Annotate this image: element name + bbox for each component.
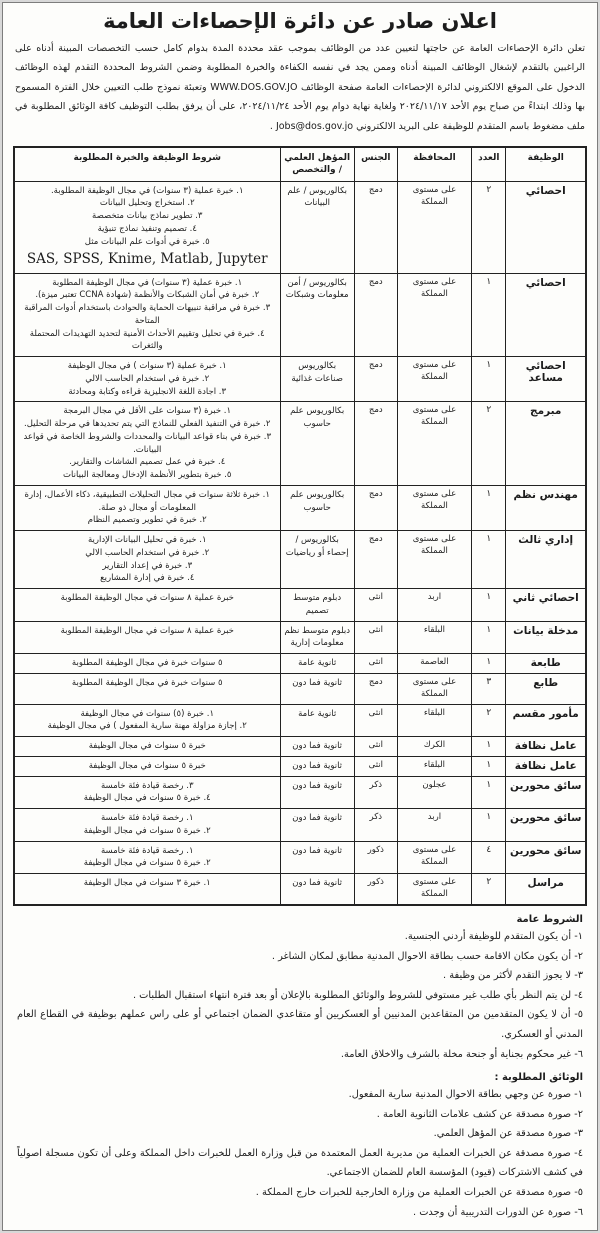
condition-line: ٤. تصميم وتنفيذ نماذج تنبؤية: [97, 223, 197, 234]
job-title-cell: احصائي ثاني: [506, 589, 586, 622]
col-header-count: العدد: [472, 147, 506, 181]
condition-line: ١. رخصة قيادة فئة خامسة: [100, 813, 194, 824]
job-qualification-cell: [280, 841, 354, 874]
condition-line: ٥. خبرة في أدوات علم البيانات مثل: [84, 236, 210, 247]
job-qualification-cell: [280, 704, 354, 737]
condition-line: ٢. إجازة مزاولة مهنة سارية المفعول ) في مجال الوظيفة: [47, 721, 247, 732]
condition-line: ٢. استخراج وتحليل البيانات: [99, 198, 195, 209]
general-condition-item: ٦- غير محكوم بجناية أو جنحة مخلة بالشرف والاخلاق العامة.: [340, 1048, 583, 1060]
job-governorate-cell: اربد: [397, 589, 471, 622]
job-gender-cell: انثى: [354, 621, 397, 654]
job-gender-cell: دمج: [354, 273, 397, 357]
condition-line: ٢. خبرة في استخدام الحاسب الالي: [85, 373, 210, 384]
job-gender-cell: انثى: [354, 756, 397, 776]
qualification-line: حاسوب: [303, 419, 331, 430]
job-conditions-cell: [14, 181, 280, 273]
condition-line: ٥ سنوات خبرة في مجال الوظيفة المطلوبة: [71, 677, 223, 688]
job-count-cell: ١: [472, 756, 506, 776]
job-gender-cell: دمج: [354, 531, 397, 589]
job-qualification-cell: [280, 402, 354, 486]
job-gender-cell: انثى: [354, 737, 397, 757]
job-row: [14, 756, 586, 776]
job-qualification-cell: [280, 181, 354, 273]
job-conditions-cell: [14, 485, 280, 530]
qualification-line: صناعات غذائية: [291, 373, 343, 384]
job-governorate-cell: على مستوى المملكة: [397, 531, 471, 589]
job-title-cell: سائق محورين: [506, 776, 586, 809]
qualification-line: معلومات إدارية: [290, 638, 344, 649]
col-header-gender: الجنس: [354, 147, 397, 181]
job-row: [14, 809, 586, 842]
required-document-item: ٢- صورة مصدقة عن كشف علامات الثانوية العامة .: [376, 1108, 583, 1120]
qualification-line: بكالوريوس: [298, 361, 337, 372]
job-row: [14, 654, 586, 674]
job-governorate-cell: على مستوى المملكة: [397, 273, 471, 357]
job-conditions-cell: [14, 654, 280, 674]
qualification-line: ثانوية فما دون: [292, 878, 343, 889]
qualification-line: معلومات وشبكات: [285, 290, 349, 301]
job-title-cell: عامل نظافة: [506, 756, 586, 776]
announcement-page: [2, 2, 598, 1231]
condition-line: ١. خبرة عملية (٣ سنوات) في مجال الوظيفة المطلوبة.: [50, 185, 244, 196]
job-row: [14, 621, 586, 654]
job-governorate-cell: على مستوى المملكة: [397, 357, 471, 402]
job-title-cell: مدخلة بيانات: [506, 621, 586, 654]
job-governorate-cell: الكرك: [397, 737, 471, 757]
condition-line: ٢. خبرة في استخدام الحاسب الالي: [85, 547, 210, 558]
condition-line: ١. خبرة ٣ سنوات في مجال الوظيفة: [83, 878, 211, 889]
condition-line: خبرة عملية ٨ سنوات في مجال الوظيفة المطلوبة: [60, 625, 234, 636]
condition-line: ٣. تطوير نماذج بيانات متخصصة: [92, 211, 203, 222]
qualification-line: تصميم: [305, 605, 329, 616]
job-count-cell: ١: [472, 809, 506, 842]
job-qualification-cell: [280, 737, 354, 757]
job-row: [14, 273, 586, 357]
job-title-cell: احصائي مساعد: [506, 357, 586, 402]
job-governorate-cell: على مستوى المملكة: [397, 673, 471, 704]
general-conditions-section: [17, 914, 583, 1064]
table-header-row: [14, 147, 586, 181]
job-qualification-cell: [280, 357, 354, 402]
job-conditions-cell: [14, 673, 280, 704]
general-condition-item: ٤- لن يتم النظر بأي طلب غير مستوفي للشروط والوثائق المطلوبة بالإعلان أو بعد فترة انتهاء استقبال الطلبات .: [132, 989, 583, 1001]
condition-line: ٥. خبرة بتطوير الأنظمة الإدخال ومعالجة البيانات: [63, 470, 232, 481]
job-title-cell: مهندس نظم: [506, 485, 586, 530]
job-title-cell: إداري ثالث: [506, 531, 586, 589]
job-conditions-cell: [14, 776, 280, 809]
job-conditions-cell: [14, 621, 280, 654]
job-gender-cell: دمج: [354, 402, 397, 486]
job-gender-cell: دمج: [354, 357, 397, 402]
condition-line: ١. خبرة (٣ سنوات على الأقل في مجال البرمجة: [63, 406, 232, 417]
job-row: [14, 181, 586, 273]
job-count-cell: ١: [472, 776, 506, 809]
qualification-line: إحصاء أو رياضيات: [285, 547, 349, 558]
qualification-line: ثانوية فما دون: [292, 780, 343, 791]
job-conditions-cell: [14, 874, 280, 905]
qualification-line: ثانوية فما دون: [292, 677, 343, 688]
job-count-cell: ٣: [472, 673, 506, 704]
job-gender-cell: ذكر: [354, 809, 397, 842]
job-count-cell: ١: [472, 737, 506, 757]
job-row: [14, 531, 586, 589]
condition-line: ١. خبرة في تحليل البيانات الإدارية: [87, 535, 207, 546]
condition-line: ٢. خبرة ٥ سنوات في مجال الوظيفة: [83, 858, 211, 869]
jobs-table-body: [14, 181, 586, 905]
general-condition-item: ٢- أن يكون مكان الاقامة حسب بطاقة الاحوال المدنية مطابق لمكان الشاغر .: [271, 950, 583, 962]
qualification-line: بكالوريوس علم: [290, 489, 345, 500]
job-row: [14, 357, 586, 402]
job-title-cell: مبرمج: [506, 402, 586, 486]
job-qualification-cell: [280, 874, 354, 905]
job-qualification-cell: [280, 673, 354, 704]
job-count-cell: ١: [472, 621, 506, 654]
qualification-line: بكالوريوس علم: [290, 406, 345, 417]
general-condition-item: ١- أن يكون المتقدم للوظيفة أردني الجنسية.: [404, 930, 583, 942]
qualification-line: ثانوية عامة: [298, 658, 337, 669]
general-conditions-heading: الشروط عامة: [516, 913, 583, 925]
job-conditions-cell: [14, 357, 280, 402]
col-header-conditions: شروط الوظيفة والخبرة المطلوبة: [14, 147, 280, 181]
job-governorate-cell: على مستوى المملكة: [397, 874, 471, 905]
qualification-line: دبلوم متوسط نظم: [284, 625, 351, 636]
condition-line: ٤. خبرة في عمل تصميم الشاشات والتقارير.: [69, 457, 226, 468]
job-count-cell: ٢: [472, 181, 506, 273]
condition-line: ٢. خبرة في تطوير وتصميم النظام: [87, 515, 207, 526]
job-title-cell: طابع: [506, 673, 586, 704]
qualification-line: البيانات: [304, 198, 330, 209]
qualification-line: دبلوم متوسط: [293, 593, 342, 604]
job-count-cell: ١: [472, 273, 506, 357]
required-documents-list: [17, 1085, 583, 1222]
job-title-cell: سائق محورين: [506, 841, 586, 874]
col-header-governorate: المحافظة: [397, 147, 471, 181]
job-count-cell: ١: [472, 531, 506, 589]
qualification-line: ثانوية فما دون: [292, 845, 343, 856]
job-row: [14, 704, 586, 737]
condition-line: ٥ سنوات خبرة في مجال الوظيفة المطلوبة: [71, 658, 223, 669]
job-governorate-cell: البلقاء: [397, 621, 471, 654]
job-governorate-cell: البلقاء: [397, 704, 471, 737]
job-gender-cell: انثى: [354, 589, 397, 622]
job-row: [14, 874, 586, 905]
job-count-cell: ١: [472, 589, 506, 622]
general-condition-item: ٥- أن لا يكون المتقدمين من المتقاعدين المدنيين أو العسكريين أو متقاعدي الضمان اجتماعي أو على راس عملهم بوظيفة في القطاع العام المدني أو العسكري.: [17, 1009, 583, 1040]
job-gender-cell: دمج: [354, 673, 397, 704]
condition-line: ٤. خبرة في إدارة المشاريع: [100, 573, 195, 584]
page-title: اعلان صادر عن دائرة الإحصاءات العامة: [103, 9, 497, 33]
job-qualification-cell: [280, 531, 354, 589]
job-count-cell: ٢: [472, 874, 506, 905]
job-title-cell: طابعة: [506, 654, 586, 674]
job-governorate-cell: على مستوى المملكة: [397, 402, 471, 486]
job-count-cell: ١: [472, 485, 506, 530]
job-row: [14, 776, 586, 809]
condition-line: ١. خبرة (٥) سنوات في مجال الوظيفة: [80, 708, 215, 719]
job-gender-cell: ذكر: [354, 776, 397, 809]
job-title-cell: مأمور مقسم: [506, 704, 586, 737]
qualification-line: ثانوية فما دون: [292, 813, 343, 824]
condition-line: ٢. خبرة في أمان الشبكات والأنظمة (شهادة CCNA تعتبر ميزة).: [35, 290, 260, 301]
job-conditions-cell: [14, 273, 280, 357]
qualification-line: ثانوية عامة: [298, 708, 337, 719]
required-documents-section: [17, 1072, 583, 1222]
job-qualification-cell: [280, 654, 354, 674]
qualification-line: ثانوية فما دون: [292, 741, 343, 752]
required-document-item: ١- صورة عن وجهي بطاقة الاحوال المدنية سارية المفعول.: [348, 1089, 583, 1101]
job-conditions-cell: [14, 531, 280, 589]
condition-line: ٢. خبرة ٥ سنوات في مجال الوظيفة: [83, 825, 211, 836]
job-qualification-cell: [280, 589, 354, 622]
condition-line: ٣. خبرة في بناء قواعد البيانات والمحددات والشروط الخاصة في قواعد البيانات.: [23, 431, 272, 455]
job-governorate-cell: العاصمة: [397, 654, 471, 674]
job-qualification-cell: [280, 809, 354, 842]
job-governorate-cell: على مستوى المملكة: [397, 181, 471, 273]
job-row: [14, 737, 586, 757]
job-conditions-cell: [14, 589, 280, 622]
job-conditions-cell: [14, 809, 280, 842]
condition-line: خبرة عملية ٨ سنوات في مجال الوظيفة المطلوبة: [60, 593, 234, 604]
job-count-cell: ٢: [472, 704, 506, 737]
condition-line: ٤. خبرة ٥ سنوات في مجال الوظيفة: [83, 793, 211, 804]
qualification-line: ثانوية فما دون: [292, 760, 343, 771]
condition-line: ١. رخصة قيادة فئة خامسة: [100, 845, 194, 856]
qualification-line: بكالوريوس / علم: [287, 185, 348, 196]
qualification-line: حاسوب: [303, 502, 331, 513]
condition-line: ١. خبرة ثلاثة سنوات في مجال التحليلات التطبيقية، ذكاء الأعمال، إدارة المعلومات أو مجال ذو صلة.: [24, 489, 270, 513]
job-gender-cell: ذكور: [354, 841, 397, 874]
condition-line: خبرة ٥ سنوات في مجال الوظيفة: [88, 741, 206, 752]
job-gender-cell: دمج: [354, 181, 397, 273]
jobs-table: [13, 146, 587, 906]
job-governorate-cell: على مستوى المملكة: [397, 841, 471, 874]
required-document-item: ٥- صورة مصدقة عن الخبرات العملية من وزارة الخارجية للخبرات خارج المملكة .: [255, 1187, 583, 1199]
job-governorate-cell: البلقاء: [397, 756, 471, 776]
job-title-cell: احصائي: [506, 181, 586, 273]
col-header-job: الوظيفة: [506, 147, 586, 181]
general-condition-item: ٣- لا يجوز التقدم لأكثر من وظيفة .: [443, 970, 583, 982]
job-governorate-cell: عجلون: [397, 776, 471, 809]
condition-line: ١. خبرة عملية (٣ سنوات ) في مجال الوظيفة: [67, 361, 227, 372]
job-qualification-cell: [280, 273, 354, 357]
condition-line: ١. خبرة عملية (٣ سنوات) في مجال الوظيفة المطلوبة: [52, 277, 243, 288]
col-header-qualification: المؤهل العلمي / والتخصص: [280, 147, 354, 181]
job-gender-cell: ذكور: [354, 874, 397, 905]
job-row: [14, 402, 586, 486]
required-documents-heading: الوثائق المطلوبة :: [494, 1072, 583, 1084]
job-row: [14, 673, 586, 704]
job-gender-cell: انثى: [354, 654, 397, 674]
job-gender-cell: انثى: [354, 704, 397, 737]
qualification-line: بكالوريوس / أمن: [287, 277, 347, 288]
job-count-cell: ٢: [472, 402, 506, 486]
condition-line: ٣. خبرة في مراقبة تنبيهات الحماية والحوادث باستخدام أدوات المراقبة المتاحة: [24, 303, 271, 326]
intro-paragraph: تعلن دائرة الإحصاءات العامة عن حاجتها لتعيين عدد من الوظائف بموجب عقد محددة المدة بدوام كامل حسب التخصصات المبينة أدناه على الراغبين بالتقدم لإشغال الوظائف المبينة أدناه وممن يجد في نفسه الكفاءة والخبرة المطلوبة وضمن الشروط المحددة التقدم لهذه الوظائف الدخول على الموقع الالكتروني لدائرة الإحصاءات العامة صفحة الوظائف WWW.DOS.GOV.JO وتعبئة نموذج طلب التعيين خلال الفترة المسموح بها وذلك ابتداءً من صباح يوم الأحد ٢٠٢٤/١١/١٧ ولغاية نهاية دوام يوم الأحد ٢٠٢٤/١١/٢٤، على أن يرفق بطلب التوظيف كافة الوثائق المطلوبة في ملف مضغوط باسم المتقدم للوظيفة على البريد الالكتروني Jobs@dos.gov.jo .: [15, 43, 586, 132]
condition-line: خبرة ٥ سنوات في مجال الوظيفة: [88, 760, 206, 771]
condition-line: ٣. خبرة في إعداد التقارير: [102, 560, 193, 571]
job-count-cell: ١: [472, 357, 506, 402]
job-count-cell: ٤: [472, 841, 506, 874]
job-governorate-cell: على مستوى المملكة: [397, 485, 471, 530]
condition-line: ٢. خبرة في التنفيذ الفعلي للنماذج التي يتم تحديدها في مرحلة التحليل.: [24, 419, 271, 430]
required-document-item: ٤- صورة مصدقة عن الخبرات العملية من مديرية العمل المعتمدة من قبل وزارة العمل للخبرات داخل المملكة وعلى أن تكون مسجلة اصولياً في كشف الاشتركات (قيود) المؤسسة العام للضمان الاجتماعي.: [17, 1147, 583, 1179]
qualification-line: بكالوريوس /: [295, 535, 339, 546]
condition-line: ٣. رخصة قيادة فئة خامسة: [100, 780, 194, 791]
job-governorate-cell: اربد: [397, 809, 471, 842]
job-title-cell: مراسل: [506, 874, 586, 905]
job-row: [14, 485, 586, 530]
job-qualification-cell: [280, 756, 354, 776]
general-conditions-list: [17, 927, 583, 1064]
job-title-cell: عامل نظافة: [506, 737, 586, 757]
required-document-item: ٣- صورة مصدقة عن المؤهل العلمي.: [433, 1128, 583, 1140]
job-count-cell: ١: [472, 654, 506, 674]
job-conditions-cell: [14, 704, 280, 737]
job-qualification-cell: [280, 776, 354, 809]
job-title-cell: احصائي: [506, 273, 586, 357]
job-conditions-cell: [14, 402, 280, 486]
job-title-cell: سائق محورين: [506, 809, 586, 842]
job-conditions-cell: [14, 841, 280, 874]
required-document-item: ٦- صورة عن الدورات التدريبية أن وجدت .: [412, 1206, 583, 1218]
data-science-tools-line: SAS, SPSS, Knime, Matlab, Jupyter: [26, 251, 268, 268]
job-conditions-cell: [14, 756, 280, 776]
job-qualification-cell: [280, 485, 354, 530]
job-row: [14, 589, 586, 622]
job-qualification-cell: [280, 621, 354, 654]
condition-line: ٤. خبرة في تحليل وتقييم الأحداث الأمنية لتحديد التهديدات المحتملة والثغرات: [29, 328, 265, 352]
job-conditions-cell: [14, 737, 280, 757]
job-gender-cell: دمج: [354, 485, 397, 530]
condition-line: ٣. اجادة اللغة الانجليزية قراءه وكتابة ومحادثة: [68, 386, 227, 397]
job-row: [14, 841, 586, 874]
